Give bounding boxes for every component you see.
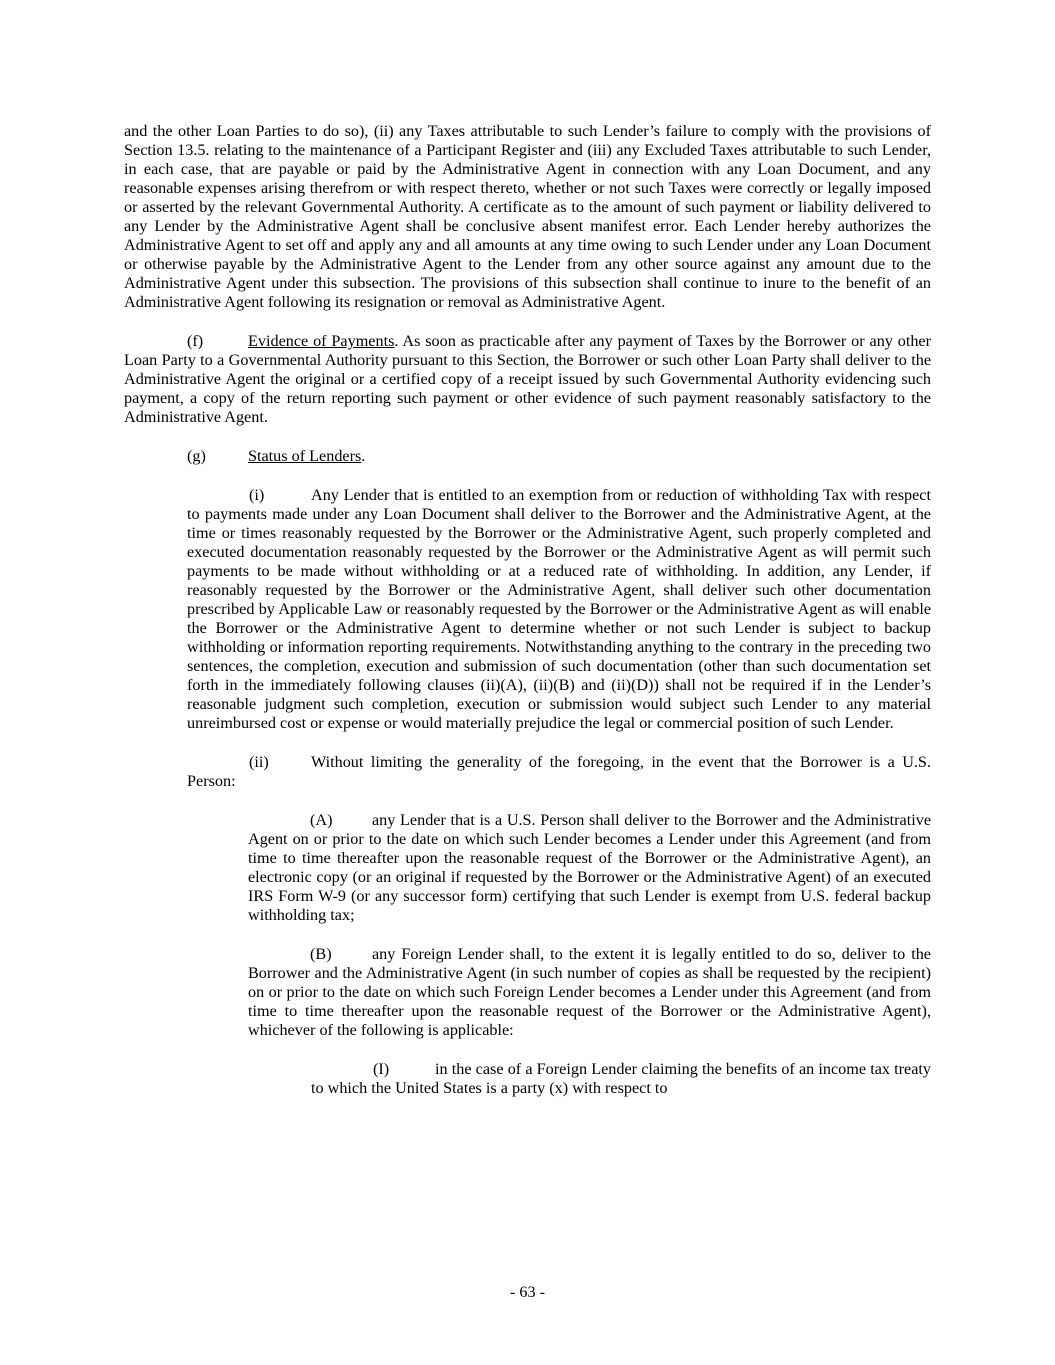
clause-label-I: (I) (373, 1060, 390, 1078)
paragraph-continuation (124, 122, 931, 312)
clause-label-i: (i) (249, 486, 265, 504)
paragraph-i-text: Any Lender that is entitled to an exemption from or reduction of withholding Tax with respect to payments made under any Loan Document shall deliver to the Borrower and the Administrative Agent, at the time or times reasonably requested by the Borrower or the Administrative Agent, such properly completed and executed documentation reasonably requested by the Borrower or the Administrative Agent as will permit such payments to be made without withholding or at a reduced rate of withholding. In addition, any Lender, if reasonably requested by the Borrower or the Administrative Agent, shall deliver such other documentation prescribed by Applicable Law or reasonably requested by the Borrower or the Administrative Agent as will enable the Borrower or the Administrative Agent to determine whether or not such Lender is subject to backup withholding or information reporting requirements. Notwithstanding anything to the contrary in the preceding two sentences, the completion, execution and submission of such documentation (other than such documentation set forth in the immediately following clauses (ii)(A), (ii)(B) and (ii)(D)) shall not be required if in the Lender’s reasonable judgment such completion, execution or submission would subject such Lender to any material unreimbursed cost or expense or would materially prejudice the legal or commercial position of such Lender. (187, 486, 931, 732)
paragraph-A-text: any Lender that is a U.S. Person shall deliver to the Borrower and the Administrative Agent on or prior to the date on which such Lender becomes a Lender under this Agreement (and from time to time thereafter upon the reasonable request of the Borrower or the Administrative Agent), an electronic copy (or an original if requested by the Borrower or the Administrative Agent) of an executed IRS Form W-9 (or any successor form) certifying that such Lender is exempt from U.S. federal backup withholding tax; (248, 811, 931, 924)
paragraph-g (124, 447, 931, 466)
document-page (124, 122, 931, 1118)
clause-label-g: (g) (187, 447, 206, 465)
continuation-text: and the other Loan Parties to do so), (ii) any Taxes attributable to such Lender’s failure to comply with the provisions of Section 13.5. relating to the maintenance of a Participant Register and (iii) any Excluded Taxes attributable to such Lender, in each case, that are payable or paid by the Administrative Agent in connection with any Loan Document, and any reasonable expenses arising therefrom or with respect thereto, whether or not such Taxes were correctly or legally imposed or asserted by the relevant Governmental Authority. A certificate as to the amount of such payment or liability delivered to any Lender by the Administrative Agent shall be conclusive absent manifest error. Each Lender hereby authorizes the Administrative Agent to set off and apply any and all amounts at any time owing to such Lender under any Loan Document or otherwise payable by the Administrative Agent to the Lender from any other source against any amount due to the Administrative Agent under this subsection. The provisions of this subsection shall continue to inure to the benefit of an Administrative Agent following its resignation or removal as Administrative Agent. (124, 122, 931, 311)
clause-label-B: (B) (310, 945, 332, 963)
paragraph-A (248, 811, 931, 925)
heading-evidence-of-payments: Evidence of Payments (248, 332, 395, 350)
paragraph-f-text: . As soon as practicable after any payment of Taxes by the Borrower or any other Loan Party to a Governmental Authority pursuant to this Section, the Borrower or such other Loan Party shall deliver to the Administrative Agent the original or a certified copy of a receipt issued by such Governmental Authority evidencing such payment, a copy of the return reporting such payment or other evidence of such payment reasonably satisfactory to the Administrative Agent. (124, 332, 931, 426)
clause-label-f: (f) (187, 332, 204, 350)
paragraph-i (187, 486, 931, 733)
clause-label-A: (A) (310, 811, 333, 829)
paragraph-f (124, 332, 931, 427)
clause-label-ii: (ii) (249, 753, 269, 771)
page-number: - 63 - (509, 1283, 546, 1301)
paragraph-B-text: any Foreign Lender shall, to the extent it is legally entitled to do so, deliver to the Borrower and the Administrative Agent (in such number of copies as shall be requested by the recipient) on or prior to the date on which such Foreign Lender becomes a Lender under this Agreement (and from time to time thereafter upon the reasonable request of the Borrower or the Administrative Agent), whichever of the following is applicable: (248, 945, 931, 1039)
paragraph-ii-text: Without limiting the generality of the foregoing, in the event that the Borrower is a U.S. Person: (187, 753, 931, 790)
paragraph-ii (187, 753, 931, 791)
paragraph-I (311, 1060, 931, 1098)
heading-period: . (361, 447, 366, 465)
heading-status-of-lenders: Status of Lenders (248, 447, 362, 465)
paragraph-B (248, 945, 931, 1040)
paragraph-I-text: in the case of a Foreign Lender claiming the benefits of an income tax treaty to which the United States is a party (x) with respect to (311, 1060, 931, 1097)
